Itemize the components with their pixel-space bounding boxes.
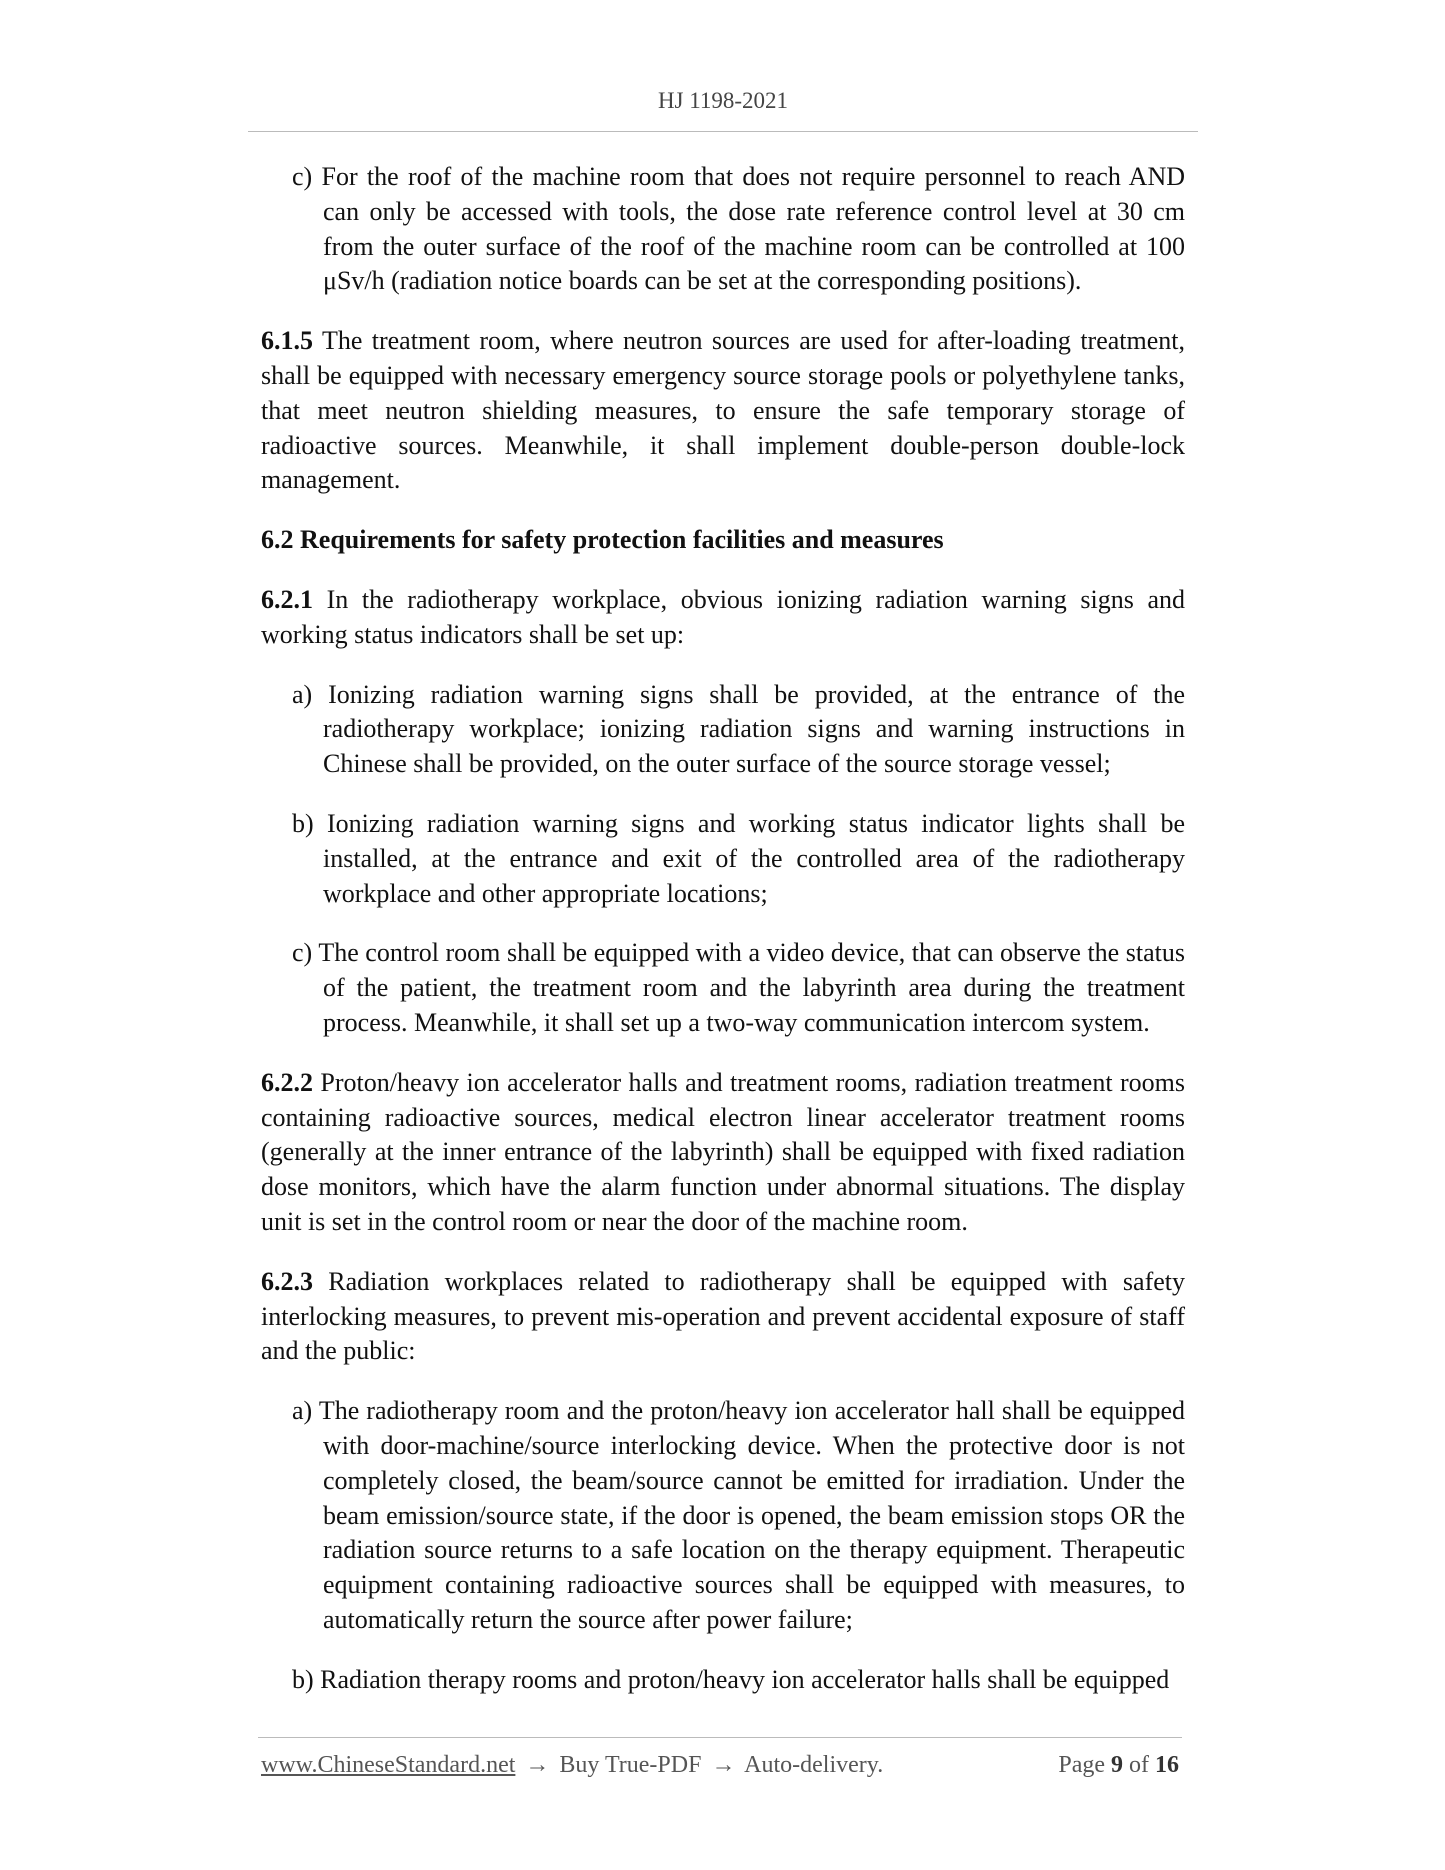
item-label: a) bbox=[292, 1396, 313, 1426]
clause-text: The treatment room, where neutron sources are used for after-loading treatment, shall be equipped with necessary emergency source storage pools or polyethylene tanks, that meet neutron shielding measures, to ensure the safe temporary storage of radioactive sources. Meanwhile, it shall implement double-person double-lock management. bbox=[261, 326, 1185, 495]
clause-text: Proton/heavy ion accelerator halls and treatment rooms, radiation treatment rooms containing radioactive sources, medical electron linear accelerator treatment rooms (generally at the inner entrance of the labyrinth) shall be equipped with fixed radiation dose monitors, which have the alarm function under abnormal situations. The display unit is set in the control room or near the door of the machine room. bbox=[261, 1067, 1185, 1236]
item-label: b) bbox=[292, 1664, 314, 1694]
arrow-right-icon: → bbox=[525, 1752, 550, 1778]
clause-6-2-1 bbox=[261, 583, 1185, 653]
clause-text: In the radiotherapy workplace, obvious ionizing radiation warning signs and working status indicators shall be set up: bbox=[261, 584, 1185, 649]
page-number: 9 bbox=[1111, 1752, 1123, 1778]
page-total: 16 bbox=[1155, 1752, 1179, 1778]
list-item bbox=[292, 678, 1185, 782]
list-item bbox=[292, 160, 1185, 299]
clause-number: 6.2.1 bbox=[261, 584, 313, 614]
item-text: For the roof of the machine room that does not require personnel to reach AND can only be accessed with tools, the dose rate reference control level at 30 cm from the outer surface of the roof of the machine room can be controlled at 100 μSv/h (radiation notice boards can be set at the corresponding positions). bbox=[321, 162, 1186, 296]
item-label: b) bbox=[292, 808, 314, 838]
buy-text: Buy True-PDF bbox=[559, 1752, 702, 1778]
item-text: Ionizing radiation warning signs shall be provided, at the entrance of the radiotherapy workplace; ionizing radiation signs and warning instructions in Chinese shall be provided, on the outer surface of the source storage vessel; bbox=[323, 679, 1186, 779]
header-divider bbox=[248, 131, 1198, 132]
item-text: The control room shall be equipped with a video device, that can observe the status of the patient, the treatment room and the labyrinth area during the treatment process. Meanwhile, it shall set up a two-way communication intercom system. bbox=[318, 938, 1185, 1037]
list-item bbox=[292, 1394, 1185, 1638]
clause-text: Radiation workplaces related to radiotherapy shall be equipped with safety interlocking measures, to prevent mis-operation and prevent accidental exposure of staff and the public: bbox=[261, 1266, 1186, 1366]
list-item bbox=[292, 936, 1185, 1040]
clause-6-2-2 bbox=[261, 1066, 1185, 1240]
delivery-text: Auto-delivery. bbox=[744, 1752, 884, 1778]
item-text: Ionizing radiation warning signs and working status indicator lights shall be installed, at the entrance and exit of the controlled area of the radiotherapy workplace and other appropriate locations; bbox=[323, 808, 1186, 908]
site-link[interactable]: www.ChineseStandard.net bbox=[261, 1752, 516, 1778]
item-label: a) bbox=[292, 679, 313, 709]
document-body bbox=[261, 160, 1185, 1722]
list-item bbox=[292, 807, 1185, 911]
clause-number: 6.1.5 bbox=[261, 326, 313, 356]
of-word: of bbox=[1129, 1752, 1149, 1778]
page-indicator bbox=[1058, 1752, 1179, 1779]
list-item bbox=[292, 1663, 1185, 1698]
footer-divider bbox=[258, 1737, 1182, 1738]
doc-code: HJ 1198-2021 bbox=[657, 88, 789, 113]
clause-6-1-5 bbox=[261, 324, 1185, 498]
clause-6-2-3 bbox=[261, 1265, 1185, 1369]
section-heading-text: 6.2 Requirements for safety protection facilities and measures bbox=[261, 525, 944, 555]
page-header bbox=[248, 88, 1198, 114]
item-text: The radiotherapy room and the proton/heavy ion accelerator hall shall be equipped with door-machine/source interlocking device. When the protective door is not completely closed, the beam/source cannot be emitted for irradiation. Under the beam emission/source state, if the door is opened, the beam emission stops OR the radiation source returns to a safe location on the therapy equipment. Therapeutic equipment containing radioactive sources shall be equipped with measures, to automatically return the source after power failure; bbox=[318, 1396, 1185, 1634]
item-label: c) bbox=[292, 162, 313, 191]
clause-number: 6.2.3 bbox=[261, 1266, 313, 1296]
footer-promo bbox=[261, 1752, 883, 1779]
clause-number: 6.2.2 bbox=[261, 1067, 313, 1097]
section-heading bbox=[261, 523, 1185, 558]
item-text: Radiation therapy rooms and proton/heavy ion accelerator halls shall be equipped bbox=[320, 1664, 1170, 1694]
arrow-right-icon: → bbox=[711, 1752, 736, 1778]
page-word: Page bbox=[1058, 1752, 1105, 1778]
item-label: c) bbox=[292, 938, 313, 968]
